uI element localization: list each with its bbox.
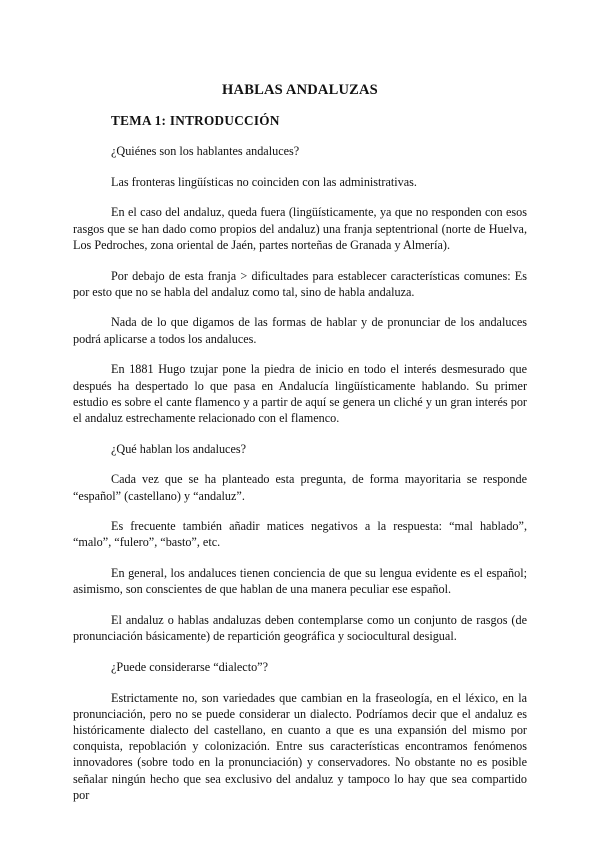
document-title: HABLAS ANDALUZAS [222, 82, 378, 98]
body-paragraph: Las fronteras lingüísticas no coinciden con las administrativas. [111, 174, 417, 189]
body-paragraph: En general, los andaluces tienen conciencia de que su lengua evidente es el español; asimismo, son conscientes de que hablan de una manera peculiar ese español. [73, 566, 527, 597]
body-paragraph: Es frecuente también añadir matices negativos a la respuesta: “mal hablado”, “malo”, “fulero”, “basto”, etc. [73, 519, 527, 550]
body-paragraph: El andaluz o hablas andaluzas deben contemplarse como un conjunto de rasgos (de pronunciación básicamente) de repartición geográfica y sociocultural desigual. [73, 613, 527, 644]
body-paragraph: Nada de lo que digamos de las formas de hablar y de pronunciar de los andaluces podrá aplicarse a todos los andaluces. [73, 315, 527, 346]
question-paragraph: ¿Quiénes son los hablantes andaluces? [111, 144, 300, 158]
body-paragraph: Cada vez que se ha planteado esta pregunta, de forma mayoritaria se responde “español” (castellano) y “andaluz”. [73, 472, 527, 503]
question-paragraph: ¿Qué hablan los andaluces? [111, 441, 247, 456]
body-paragraph: Por debajo de esta franja > dificultades para establecer características comunes: Es por esto que no se habla del andaluz como tal, sino de habla andaluza. [73, 268, 527, 299]
section-heading: TEMA 1: INTRODUCCIÓN [111, 113, 280, 128]
body-paragraph: En 1881 Hugo tzujar pone la piedra de inicio en todo el interés desmesurado que después ha despertado lo que pasa en Andalucía lingüísticamente hablando. Su primer estudio es sobre el cante flamenco y a partir de aquí se genera un cliché y un gran interés por el andaluz estrechamente relacionado con el flamenco. [73, 362, 527, 425]
body-paragraph: En el caso del andaluz, queda fuera (lingüísticamente, ya que no responden con esos rasgos que se han dado como propios del andaluz) una franja septentrional (norte de Huelva, Los Pedroches, zona oriental de Jaén, partes norteñas de Granada y Almería). [73, 205, 527, 252]
question-paragraph: ¿Puede considerarse “dialecto”? [111, 659, 268, 674]
body-paragraph: Estrictamente no, son variedades que cambian en la fraseología, en el léxico, en la pronunciación, pero no se puede considerar un dialecto. Podríamos decir que el andaluz es históricamente dialecto del castellano, en cuanto a que es una expansión del mismo por conquista, repoblación y colonización. Entre sus características encontramos fenómenos innovadores (sobre todo en la pronunciación) y conservadores. No obstante no es posible señalar ningún hecho que sea exclusivo del andaluz y tampoco lo hay que sea compartido por [73, 690, 527, 802]
